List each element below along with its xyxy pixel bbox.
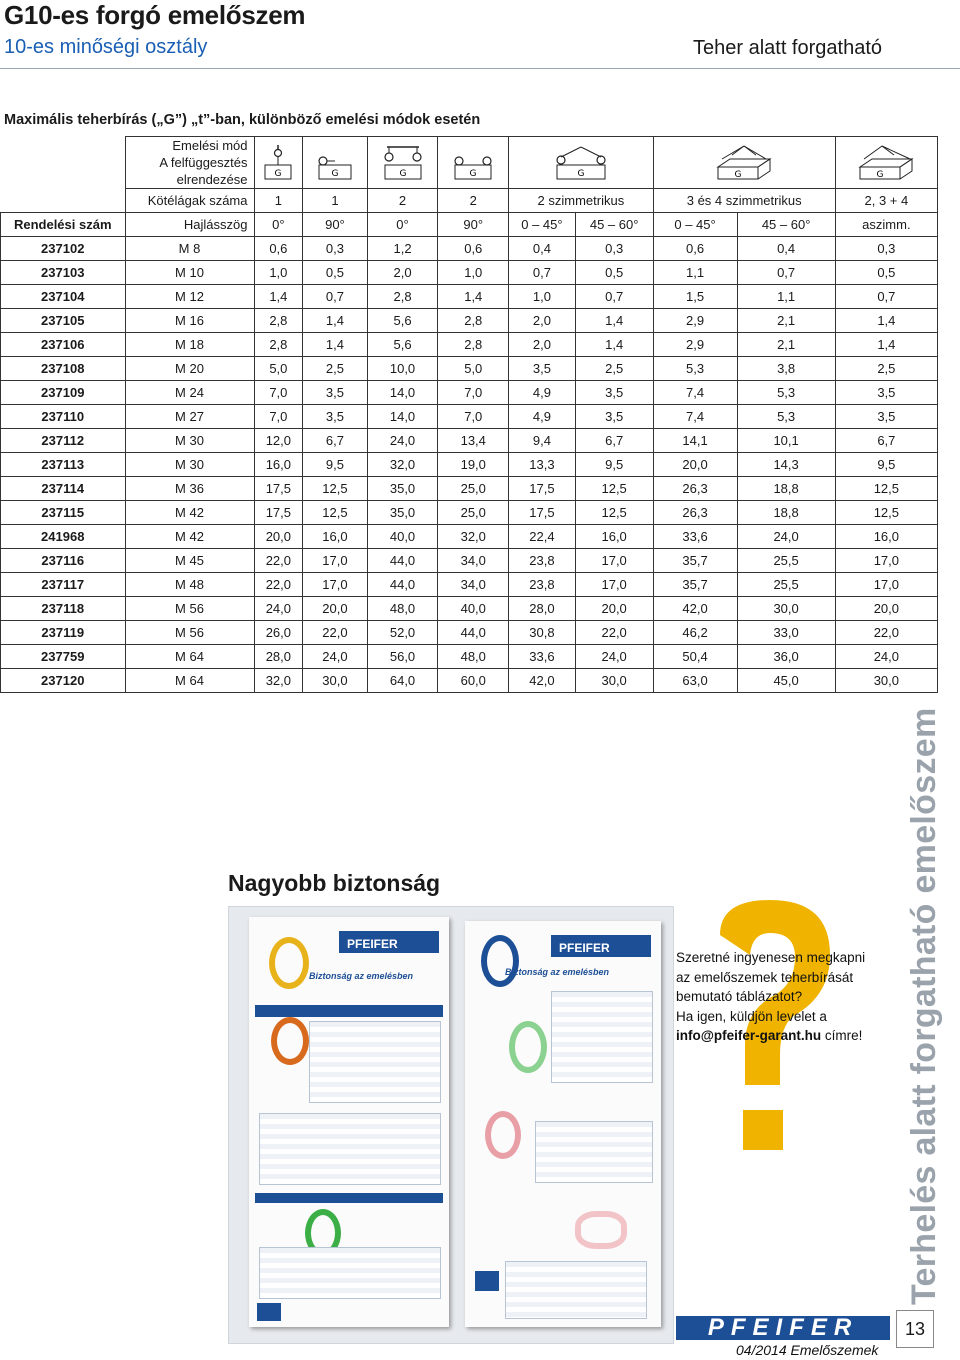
- capacity-cell: 48,0: [367, 597, 438, 621]
- capacity-cell: 3,5: [575, 405, 653, 429]
- capacity-cell: 16,0: [575, 525, 653, 549]
- header-divider: [0, 68, 960, 69]
- capacity-cell: 25,5: [737, 549, 835, 573]
- capacity-cell: 7,0: [438, 405, 509, 429]
- capacity-cell: 40,0: [367, 525, 438, 549]
- thread-size-cell: M 20: [125, 357, 254, 381]
- yellow-eyebolt-icon: [269, 937, 309, 989]
- label-legs: Kötélágak száma: [125, 189, 254, 213]
- capacity-cell: 20,0: [835, 597, 937, 621]
- capacity-cell: 17,5: [509, 477, 576, 501]
- capacity-cell: 33,6: [653, 525, 737, 549]
- thread-size-cell: M 18: [125, 333, 254, 357]
- capacity-cell: 10,0: [367, 357, 438, 381]
- capacity-cell: 33,0: [737, 621, 835, 645]
- capacity-cell: 9,4: [509, 429, 576, 453]
- legs-cell: 2: [438, 189, 509, 213]
- capacity-cell: 7,4: [653, 405, 737, 429]
- capacity-cell: 0,7: [737, 261, 835, 285]
- capacity-cell: 3,5: [835, 381, 937, 405]
- thread-size-cell: M 45: [125, 549, 254, 573]
- capacity-cell: 25,0: [438, 501, 509, 525]
- table-row: [1, 669, 938, 693]
- table-row: [1, 285, 938, 309]
- thread-size-cell: M 16: [125, 309, 254, 333]
- angle-cell: 0 – 45°: [509, 213, 576, 237]
- capacity-cell: 0,6: [653, 237, 737, 261]
- capacity-cell: 1,2: [367, 237, 438, 261]
- capacity-cell: 24,0: [737, 525, 835, 549]
- label-arrangement: A felfüggesztés elrendezése: [159, 155, 248, 187]
- capacity-cell: 0,4: [509, 237, 576, 261]
- capacity-cell: 5,6: [367, 333, 438, 357]
- capacity-cell: 24,0: [575, 645, 653, 669]
- capacity-cell: 0,6: [438, 237, 509, 261]
- order-number-cell: 237106: [1, 333, 126, 357]
- icon-four-leg-symmetric: [653, 137, 835, 189]
- capacity-cell: 3,5: [509, 357, 576, 381]
- capacity-cell: 30,0: [303, 669, 367, 693]
- label-method: Emelési mód: [172, 138, 248, 153]
- angle-cell: 45 – 60°: [575, 213, 653, 237]
- capacity-cell: 44,0: [367, 549, 438, 573]
- brochure-page-left: PFEIFER Biztonság az emelésben: [249, 917, 449, 1327]
- capacity-cell: 20,0: [254, 525, 303, 549]
- vertical-side-text: Terhelés alatt forgatható emelőszem: [905, 707, 943, 1305]
- capacity-cell: 5,0: [438, 357, 509, 381]
- shackle-icon: [575, 1211, 627, 1249]
- table-row: [1, 573, 938, 597]
- capacity-cell: 2,9: [653, 333, 737, 357]
- thread-size-cell: M 42: [125, 501, 254, 525]
- 3d-badge-icon: [475, 1271, 499, 1291]
- capacity-cell: 35,7: [653, 549, 737, 573]
- capacity-cell: 1,0: [509, 285, 576, 309]
- capacity-cell: 14,0: [367, 381, 438, 405]
- order-number-cell: 237113: [1, 453, 126, 477]
- table-row: [1, 357, 938, 381]
- capacity-cell: 2,8: [254, 333, 303, 357]
- order-number-cell: 237115: [1, 501, 126, 525]
- footer-issue: 04/2014 Emelőszemek: [736, 1342, 879, 1358]
- legs-cell: 2 szimmetrikus: [509, 189, 653, 213]
- thread-size-cell: M 12: [125, 285, 254, 309]
- capacity-cell: 23,8: [509, 573, 576, 597]
- svg-text:G: G: [331, 168, 339, 179]
- capacity-cell: 44,0: [367, 573, 438, 597]
- angle-cell: 45 – 60°: [737, 213, 835, 237]
- page-subtitle: 10-es minőségi osztály: [4, 36, 208, 58]
- thread-size-cell: M 30: [125, 453, 254, 477]
- capacity-cell: 2,5: [575, 357, 653, 381]
- capacity-cell: 20,0: [575, 597, 653, 621]
- icon-double-horizontal: [438, 137, 509, 189]
- capacity-cell: 23,8: [509, 549, 576, 573]
- capacity-cell: 24,0: [835, 645, 937, 669]
- capacity-cell: 36,0: [737, 645, 835, 669]
- capacity-cell: 0,7: [303, 285, 367, 309]
- capacity-cell: 1,4: [575, 309, 653, 333]
- capacity-cell: 52,0: [367, 621, 438, 645]
- capacity-cell: 50,4: [653, 645, 737, 669]
- capacity-cell: 30,8: [509, 621, 576, 645]
- label-method-cell: [125, 137, 254, 189]
- svg-text:G: G: [876, 169, 884, 180]
- capacity-cell: 22,0: [254, 573, 303, 597]
- angle-cell: 0°: [254, 213, 303, 237]
- capacity-cell: 32,0: [254, 669, 303, 693]
- capacity-cell: 3,5: [303, 405, 367, 429]
- thread-size-cell: M 36: [125, 477, 254, 501]
- capacity-cell: 3,5: [835, 405, 937, 429]
- pink-eyebolt-icon: [485, 1111, 521, 1159]
- brochure-image: [228, 906, 674, 1344]
- capacity-cell: 2,5: [835, 357, 937, 381]
- capacity-cell: 18,8: [737, 477, 835, 501]
- capacity-cell: 0,4: [737, 237, 835, 261]
- label-angle: Hajlásszög: [125, 213, 254, 237]
- capacity-cell: 0,7: [509, 261, 576, 285]
- table-row: [1, 597, 938, 621]
- capacity-cell: 26,3: [653, 477, 737, 501]
- header-right-tag: Teher alatt forgatható: [692, 37, 882, 59]
- capacity-cell: 25,0: [438, 477, 509, 501]
- legs-cell: 2: [367, 189, 438, 213]
- load-capacity-table: [0, 136, 938, 693]
- capacity-cell: 2,8: [254, 309, 303, 333]
- capacity-cell: 0,5: [575, 261, 653, 285]
- capacity-cell: 12,5: [303, 501, 367, 525]
- thread-size-cell: M 48: [125, 573, 254, 597]
- order-number-cell: 237114: [1, 477, 126, 501]
- promo-title: Nagyobb biztonság: [228, 870, 441, 896]
- icon-double-vertical: [367, 137, 438, 189]
- table-body: [1, 237, 938, 693]
- light-green-eyebolt-icon: [509, 1021, 547, 1073]
- table-row: [1, 309, 938, 333]
- capacity-cell: 48,0: [438, 645, 509, 669]
- capacity-cell: 34,0: [438, 549, 509, 573]
- table-header-angle-row: [1, 213, 938, 237]
- capacity-cell: 17,0: [835, 573, 937, 597]
- capacity-cell: 5,6: [367, 309, 438, 333]
- angle-cell: aszimm.: [835, 213, 937, 237]
- capacity-cell: 16,0: [835, 525, 937, 549]
- capacity-cell: 18,8: [737, 501, 835, 525]
- capacity-cell: 0,5: [835, 261, 937, 285]
- capacity-cell: 9,5: [303, 453, 367, 477]
- thread-size-cell: M 42: [125, 525, 254, 549]
- capacity-cell: 6,7: [835, 429, 937, 453]
- svg-text:G: G: [577, 168, 585, 179]
- order-number-cell: 237759: [1, 645, 126, 669]
- capacity-cell: 5,3: [737, 405, 835, 429]
- capacity-cell: 14,0: [367, 405, 438, 429]
- table-row: [1, 453, 938, 477]
- capacity-cell: 30,0: [737, 597, 835, 621]
- angle-cell: 0°: [367, 213, 438, 237]
- capacity-cell: 12,5: [835, 477, 937, 501]
- table-row: [1, 501, 938, 525]
- table-row: [1, 405, 938, 429]
- capacity-cell: 35,0: [367, 477, 438, 501]
- order-number-cell: 237116: [1, 549, 126, 573]
- blue-eyebolt-icon: [481, 935, 519, 987]
- table-row: [1, 261, 938, 285]
- capacity-cell: 22,0: [575, 621, 653, 645]
- capacity-cell: 5,3: [737, 381, 835, 405]
- capacity-cell: 17,5: [509, 501, 576, 525]
- capacity-cell: 6,7: [575, 429, 653, 453]
- capacity-cell: 1,4: [303, 333, 367, 357]
- capacity-cell: 16,0: [303, 525, 367, 549]
- table-header-method-row: [1, 137, 938, 189]
- capacity-cell: 22,0: [303, 621, 367, 645]
- capacity-cell: 2,0: [367, 261, 438, 285]
- capacity-cell: 2,5: [303, 357, 367, 381]
- angle-cell: 90°: [438, 213, 509, 237]
- capacity-cell: 2,8: [438, 309, 509, 333]
- order-number-cell: 237119: [1, 621, 126, 645]
- capacity-cell: 16,0: [254, 453, 303, 477]
- capacity-cell: 7,4: [653, 381, 737, 405]
- capacity-cell: 7,0: [254, 381, 303, 405]
- capacity-cell: 7,0: [438, 381, 509, 405]
- order-number-cell: 237102: [1, 237, 126, 261]
- info-text: Szeretné ingyenesen megkapni az emelőszemek teherbírását bemutató táblázatot? Ha igen, küldjön levelet a info@pfeifer-garant.hu címre!: [676, 950, 866, 1044]
- capacity-cell: 14,1: [653, 429, 737, 453]
- capacity-cell: 1,4: [835, 333, 937, 357]
- legs-cell: 2, 3 + 4: [835, 189, 937, 213]
- capacity-cell: 1,1: [737, 285, 835, 309]
- capacity-cell: 3,5: [575, 381, 653, 405]
- order-number-cell: 237117: [1, 573, 126, 597]
- capacity-cell: 42,0: [509, 669, 576, 693]
- thread-size-cell: M 30: [125, 429, 254, 453]
- capacity-cell: 17,0: [303, 573, 367, 597]
- legs-cell: 3 és 4 szimmetrikus: [653, 189, 835, 213]
- capacity-cell: 1,0: [254, 261, 303, 285]
- section-title: Maximális teherbírás („G”) „t”-ban, különböző emelési módok esetén: [4, 112, 481, 128]
- table-row: [1, 477, 938, 501]
- table-row: [1, 381, 938, 405]
- thread-size-cell: M 24: [125, 381, 254, 405]
- capacity-cell: 2,8: [438, 333, 509, 357]
- order-number-cell: 237118: [1, 597, 126, 621]
- order-number-cell: 237109: [1, 381, 126, 405]
- thread-size-cell: M 64: [125, 645, 254, 669]
- svg-text:G: G: [274, 168, 282, 179]
- icon-single-vertical: [254, 137, 303, 189]
- capacity-cell: 60,0: [438, 669, 509, 693]
- capacity-cell: 19,0: [438, 453, 509, 477]
- capacity-cell: 9,5: [835, 453, 937, 477]
- angle-cell: 0 – 45°: [653, 213, 737, 237]
- order-number-cell: 237120: [1, 669, 126, 693]
- capacity-cell: 32,0: [367, 453, 438, 477]
- capacity-cell: 5,3: [653, 357, 737, 381]
- capacity-cell: 12,5: [835, 501, 937, 525]
- email-link[interactable]: info@pfeifer-garant.hu: [676, 1028, 822, 1044]
- capacity-cell: 22,0: [835, 621, 937, 645]
- thread-size-cell: M 8: [125, 237, 254, 261]
- capacity-cell: 13,4: [438, 429, 509, 453]
- capacity-cell: 1,5: [653, 285, 737, 309]
- capacity-cell: 33,6: [509, 645, 576, 669]
- capacity-cell: 5,0: [254, 357, 303, 381]
- capacity-cell: 0,3: [303, 237, 367, 261]
- capacity-cell: 34,0: [438, 573, 509, 597]
- page-title: G10-es forgó emelőszem: [4, 0, 306, 30]
- table-row: [1, 525, 938, 549]
- capacity-cell: 9,5: [575, 453, 653, 477]
- capacity-cell: 12,5: [575, 477, 653, 501]
- icon-double-symmetric: [509, 137, 653, 189]
- capacity-cell: 42,0: [653, 597, 737, 621]
- capacity-cell: 20,0: [653, 453, 737, 477]
- capacity-cell: 3,5: [303, 381, 367, 405]
- brochure-page-right: PFEIFER Biztonság az emelésben: [465, 921, 661, 1327]
- capacity-cell: 2,0: [509, 333, 576, 357]
- capacity-cell: 0,6: [254, 237, 303, 261]
- capacity-cell: 12,5: [303, 477, 367, 501]
- capacity-cell: 40,0: [438, 597, 509, 621]
- table-row: [1, 549, 938, 573]
- capacity-cell: 0,7: [835, 285, 937, 309]
- capacity-cell: 10,1: [737, 429, 835, 453]
- capacity-cell: 4,9: [509, 381, 576, 405]
- capacity-cell: 45,0: [737, 669, 835, 693]
- order-number-cell: 237104: [1, 285, 126, 309]
- capacity-cell: 0,3: [835, 237, 937, 261]
- capacity-cell: 24,0: [303, 645, 367, 669]
- capacity-cell: 35,7: [653, 573, 737, 597]
- svg-text:G: G: [399, 168, 407, 179]
- capacity-cell: 24,0: [254, 597, 303, 621]
- capacity-cell: 2,1: [737, 309, 835, 333]
- angle-cell: 90°: [303, 213, 367, 237]
- order-number-cell: 237112: [1, 429, 126, 453]
- capacity-cell: 1,4: [835, 309, 937, 333]
- capacity-cell: 1,4: [438, 285, 509, 309]
- capacity-cell: 2,0: [509, 309, 576, 333]
- legs-cell: 1: [303, 189, 367, 213]
- capacity-cell: 4,9: [509, 405, 576, 429]
- capacity-cell: 1,0: [438, 261, 509, 285]
- thread-size-cell: M 10: [125, 261, 254, 285]
- capacity-cell: 2,9: [653, 309, 737, 333]
- 3d-badge-icon: [257, 1303, 281, 1321]
- capacity-cell: 1,4: [254, 285, 303, 309]
- capacity-cell: 13,3: [509, 453, 576, 477]
- capacity-cell: 2,8: [367, 285, 438, 309]
- capacity-cell: 26,3: [653, 501, 737, 525]
- capacity-cell: 24,0: [367, 429, 438, 453]
- page-number: 13: [896, 1310, 934, 1348]
- capacity-cell: 6,7: [303, 429, 367, 453]
- capacity-cell: 63,0: [653, 669, 737, 693]
- order-number-cell: 237110: [1, 405, 126, 429]
- capacity-cell: 20,0: [303, 597, 367, 621]
- capacity-cell: 1,1: [653, 261, 737, 285]
- icon-asymmetric: [835, 137, 937, 189]
- capacity-cell: 17,0: [835, 549, 937, 573]
- pfeifer-logo: PFEIFER: [676, 1316, 890, 1340]
- capacity-cell: 26,0: [254, 621, 303, 645]
- table-row: [1, 333, 938, 357]
- svg-text:G: G: [469, 168, 477, 179]
- capacity-cell: 35,0: [367, 501, 438, 525]
- capacity-cell: 17,0: [303, 549, 367, 573]
- capacity-cell: 0,3: [575, 237, 653, 261]
- table-row: [1, 237, 938, 261]
- svg-text:G: G: [734, 169, 742, 180]
- capacity-cell: 3,8: [737, 357, 835, 381]
- table-row: [1, 645, 938, 669]
- capacity-cell: 1,4: [303, 309, 367, 333]
- capacity-cell: 28,0: [509, 597, 576, 621]
- capacity-cell: 17,0: [575, 549, 653, 573]
- thread-size-cell: M 27: [125, 405, 254, 429]
- page-header: [0, 0, 960, 66]
- capacity-cell: 7,0: [254, 405, 303, 429]
- capacity-cell: 12,5: [575, 501, 653, 525]
- capacity-cell: 64,0: [367, 669, 438, 693]
- capacity-cell: 30,0: [575, 669, 653, 693]
- capacity-cell: 0,5: [303, 261, 367, 285]
- capacity-cell: 44,0: [438, 621, 509, 645]
- order-number-cell: 237108: [1, 357, 126, 381]
- order-number-cell: 241968: [1, 525, 126, 549]
- table-header-legs-row: [1, 189, 938, 213]
- table-row: [1, 621, 938, 645]
- capacity-cell: 1,4: [575, 333, 653, 357]
- capacity-cell: 14,3: [737, 453, 835, 477]
- capacity-cell: 32,0: [438, 525, 509, 549]
- capacity-cell: 56,0: [367, 645, 438, 669]
- icon-single-horizontal: [303, 137, 367, 189]
- thread-size-cell: M 56: [125, 621, 254, 645]
- label-order: Rendelési szám: [1, 213, 126, 237]
- order-number-cell: 237103: [1, 261, 126, 285]
- capacity-cell: 25,5: [737, 573, 835, 597]
- capacity-cell: 17,5: [254, 477, 303, 501]
- capacity-cell: 30,0: [835, 669, 937, 693]
- order-number-cell: 237105: [1, 309, 126, 333]
- thread-size-cell: M 64: [125, 669, 254, 693]
- table-row: [1, 429, 938, 453]
- capacity-cell: 2,1: [737, 333, 835, 357]
- capacity-cell: 12,0: [254, 429, 303, 453]
- legs-cell: 1: [254, 189, 303, 213]
- capacity-cell: 22,0: [254, 549, 303, 573]
- capacity-cell: 22,4: [509, 525, 576, 549]
- capacity-cell: 17,0: [575, 573, 653, 597]
- capacity-cell: 46,2: [653, 621, 737, 645]
- thread-size-cell: M 56: [125, 597, 254, 621]
- capacity-cell: 28,0: [254, 645, 303, 669]
- orange-eyebolt-icon: [271, 1017, 309, 1065]
- capacity-cell: 17,5: [254, 501, 303, 525]
- capacity-cell: 0,7: [575, 285, 653, 309]
